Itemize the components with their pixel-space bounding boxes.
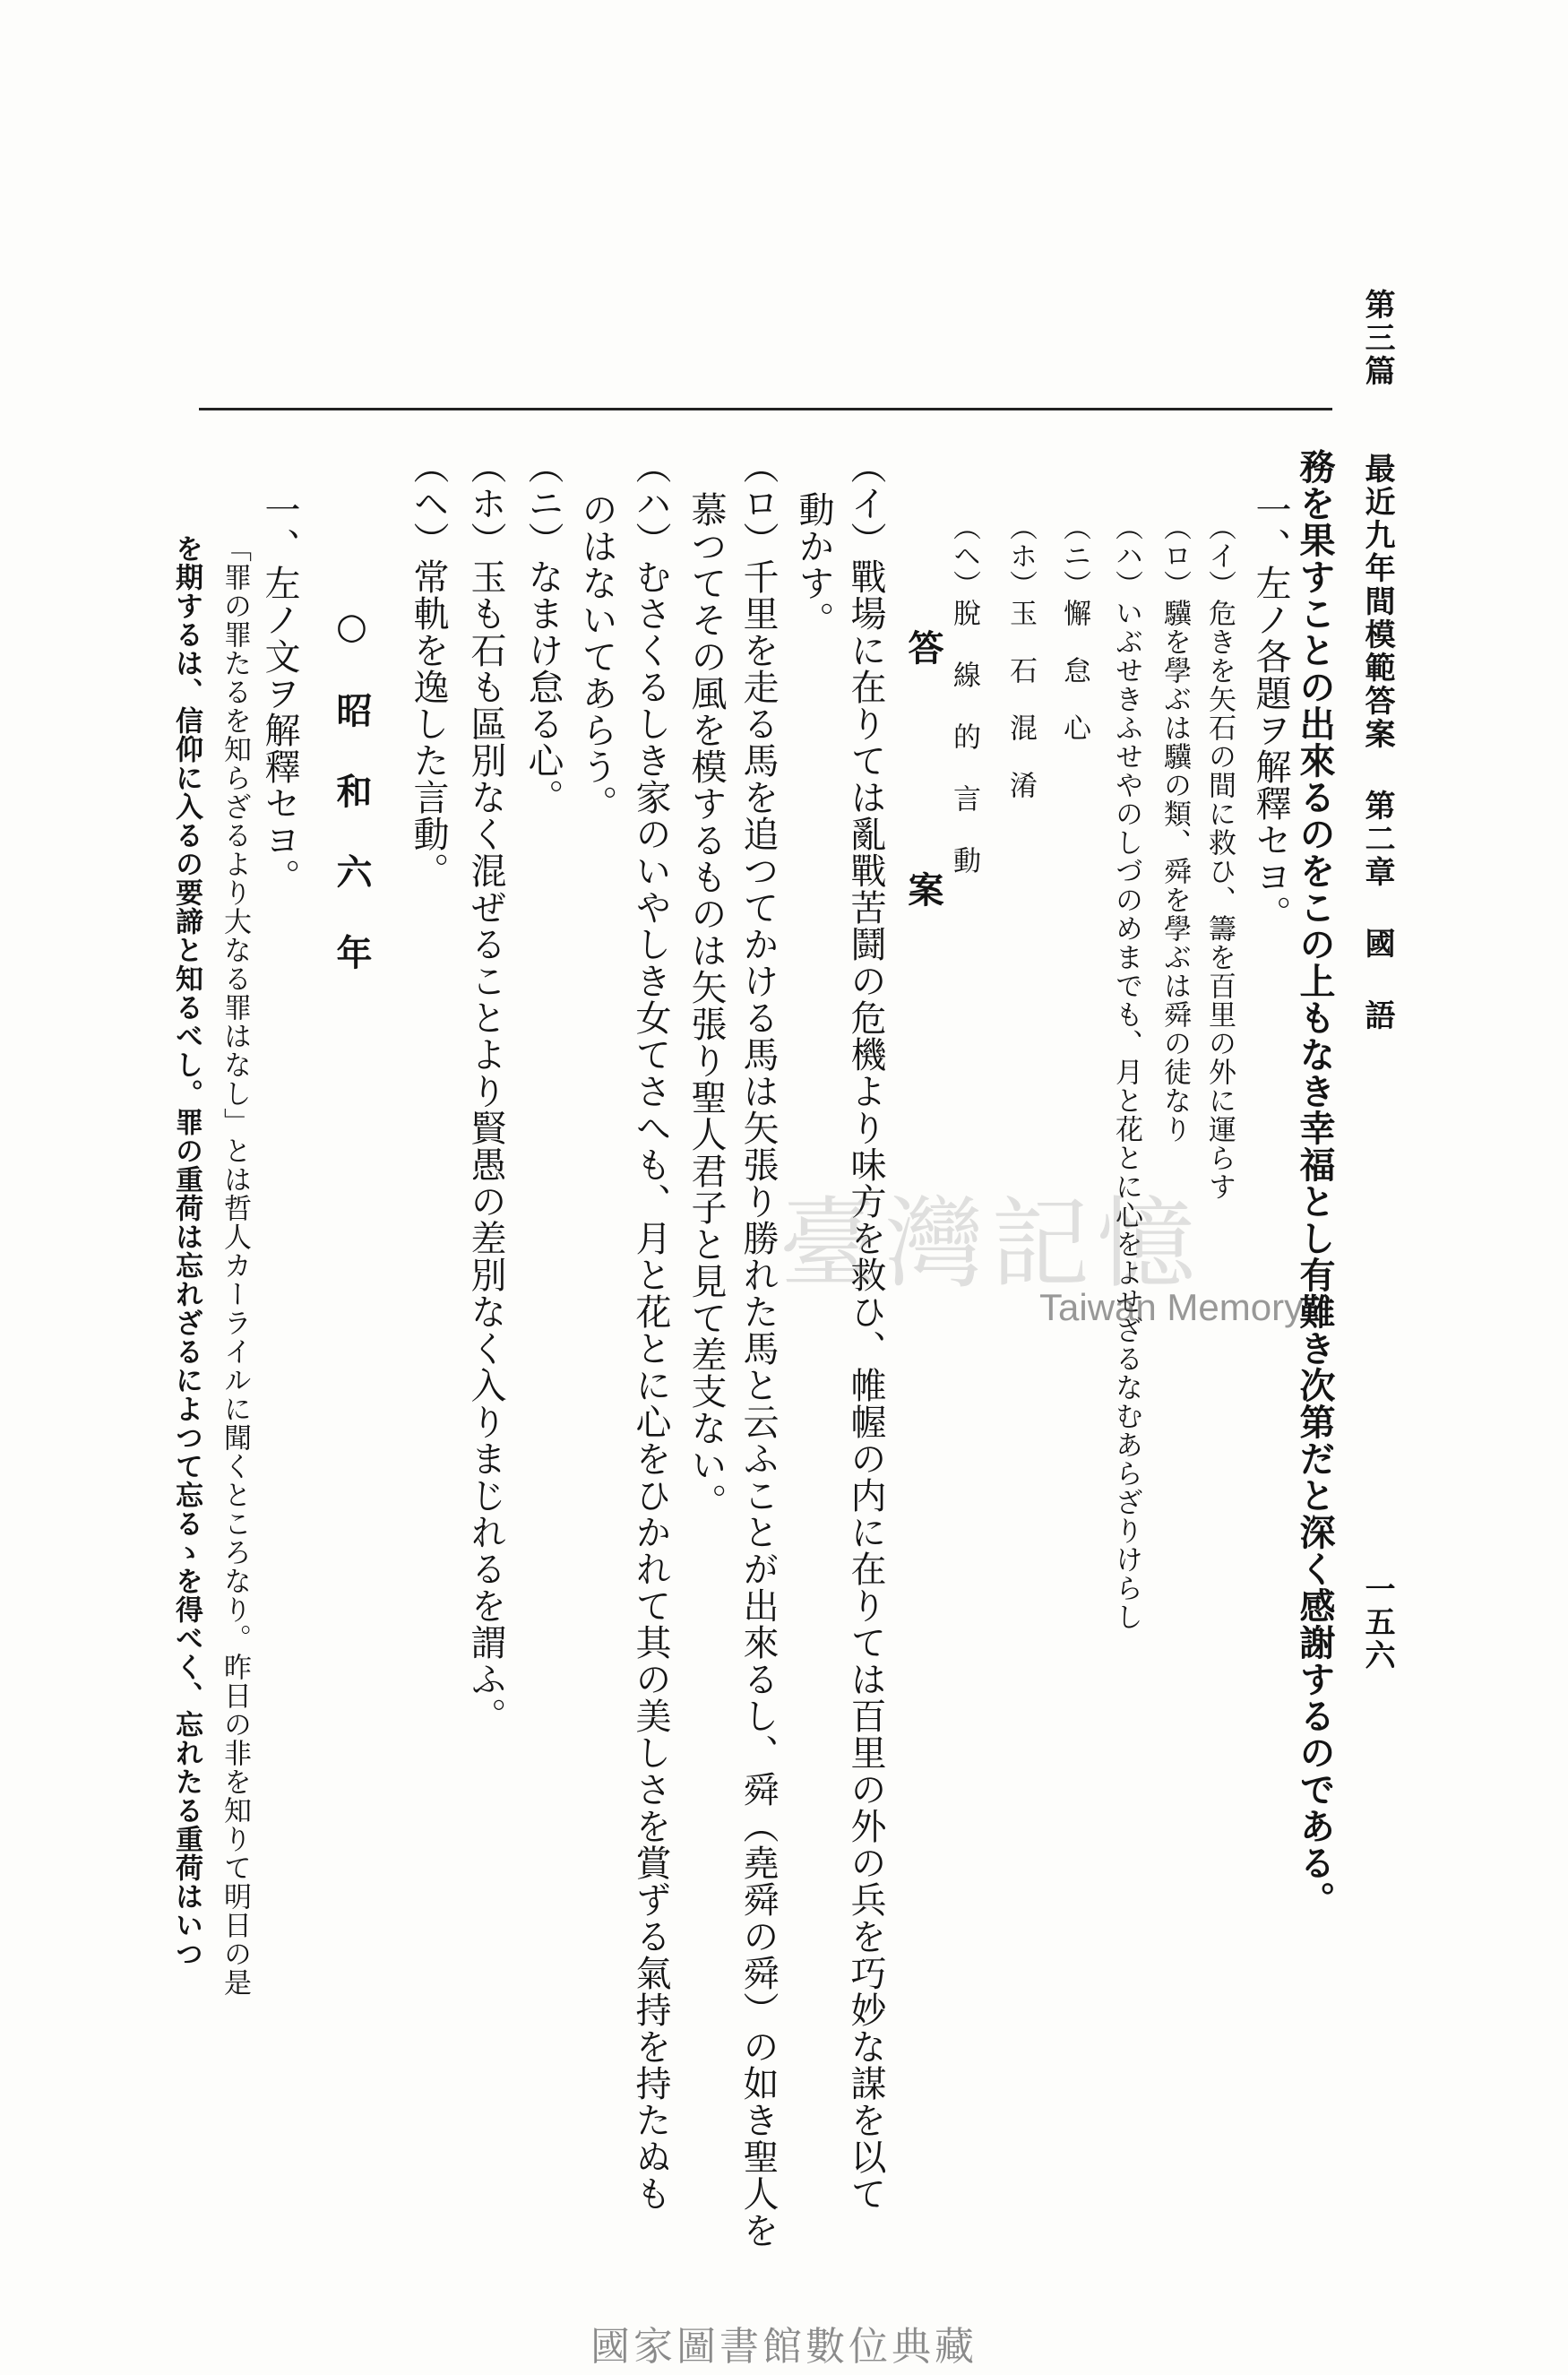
answer-item-i: （イ）戰場に在りては亂戰苦鬪の危機より味方を救ひ、帷幄の内に在りては百里の外の兵を巧妙な謀を以て	[845, 448, 886, 2212]
question-heading: 一、左ノ各題ヲ解釋セヨ。	[1250, 491, 1291, 932]
watermark-english: Taiwan Memory	[1039, 1286, 1304, 1328]
question-item-ha: （ハ）いぶせきふせやのしづのめまでも、月と花とに心をよせざるなむあらざりけらし	[1110, 513, 1142, 1631]
page-number: 一五六	[1359, 1573, 1395, 1672]
answer-heading: 答 案	[902, 629, 944, 952]
answer-item-ni: （ニ）なまけ怠る心。	[522, 448, 564, 816]
answer-item-he: （ヘ）常軌を逸した言動。	[408, 448, 449, 889]
answer-item-ha-cont: のはないてあらう。	[576, 491, 617, 822]
watermark-chinese: 臺灣記憶	[780, 1187, 1202, 1301]
question-item-i: （イ）危きを矢石の間に救ひ、籌を百里の外に運らす	[1203, 513, 1236, 1201]
question-item-ro: （ロ）驥を學ぶは驥の類、舜を學ぶは舜の徒なり	[1159, 513, 1191, 1144]
text-column-1: 務を果すことの出來るのをこの上もなき幸福とし有難き次第だと深く感謝するのである。	[1294, 448, 1336, 1918]
answer-item-i-cont: 動かす。	[793, 491, 834, 638]
question-item-ho: （ホ）玉 石 混 淆	[1004, 513, 1037, 799]
quote-line-2: を期するは、信仰に入るの要諦と知るべし。罪の重荷は忘れざるによつて忘るゝを得べく、忘れたる重荷はいつ	[170, 534, 202, 1968]
section-heading-showa-6: ○昭和六年	[331, 605, 373, 1015]
answer-item-ro-cont: 慕つてその風を模するものは矢張り聖人君子と見て差支ない。	[685, 491, 727, 1520]
footer-archive-label: 國家圖書館數位典藏	[590, 2324, 978, 2370]
header-part: 第三篇	[1359, 289, 1395, 388]
question-item-ni: （ニ）懈 怠 心	[1058, 513, 1090, 742]
question-heading-2: 一、左ノ文ヲ解釋セヨ。	[259, 491, 300, 895]
answer-item-ro: （ロ）千里を走る馬を追つてかける馬は矢張り勝れた馬と云ふことが出來るし、舜（堯舜の舜）の如き聖人を	[737, 448, 779, 2249]
answer-item-ha: （ハ）むさくるしき家のいやしき女てさへも、月と花とに心をひかれて其の美しさを賞ずる氣持を持たぬも	[630, 448, 671, 2212]
quote-line-1: 「罪の罪たるを知らざるより大なる罪はなし」とは哲人カーライルに聞くところなり。昨日の非を知りて明日の是	[219, 534, 251, 1997]
question-item-he: （ヘ）脫 線 的 言 動	[948, 513, 980, 875]
header-title: 最近九年間模範答案 第二章 國 語	[1359, 453, 1395, 1032]
watermark	[780, 1165, 1317, 1380]
answer-item-ho: （ホ）玉も石も區別なく混ぜることより賢愚の差別なく入りまじれるを謂ふ。	[465, 448, 506, 1734]
header-rule	[199, 408, 1332, 410]
